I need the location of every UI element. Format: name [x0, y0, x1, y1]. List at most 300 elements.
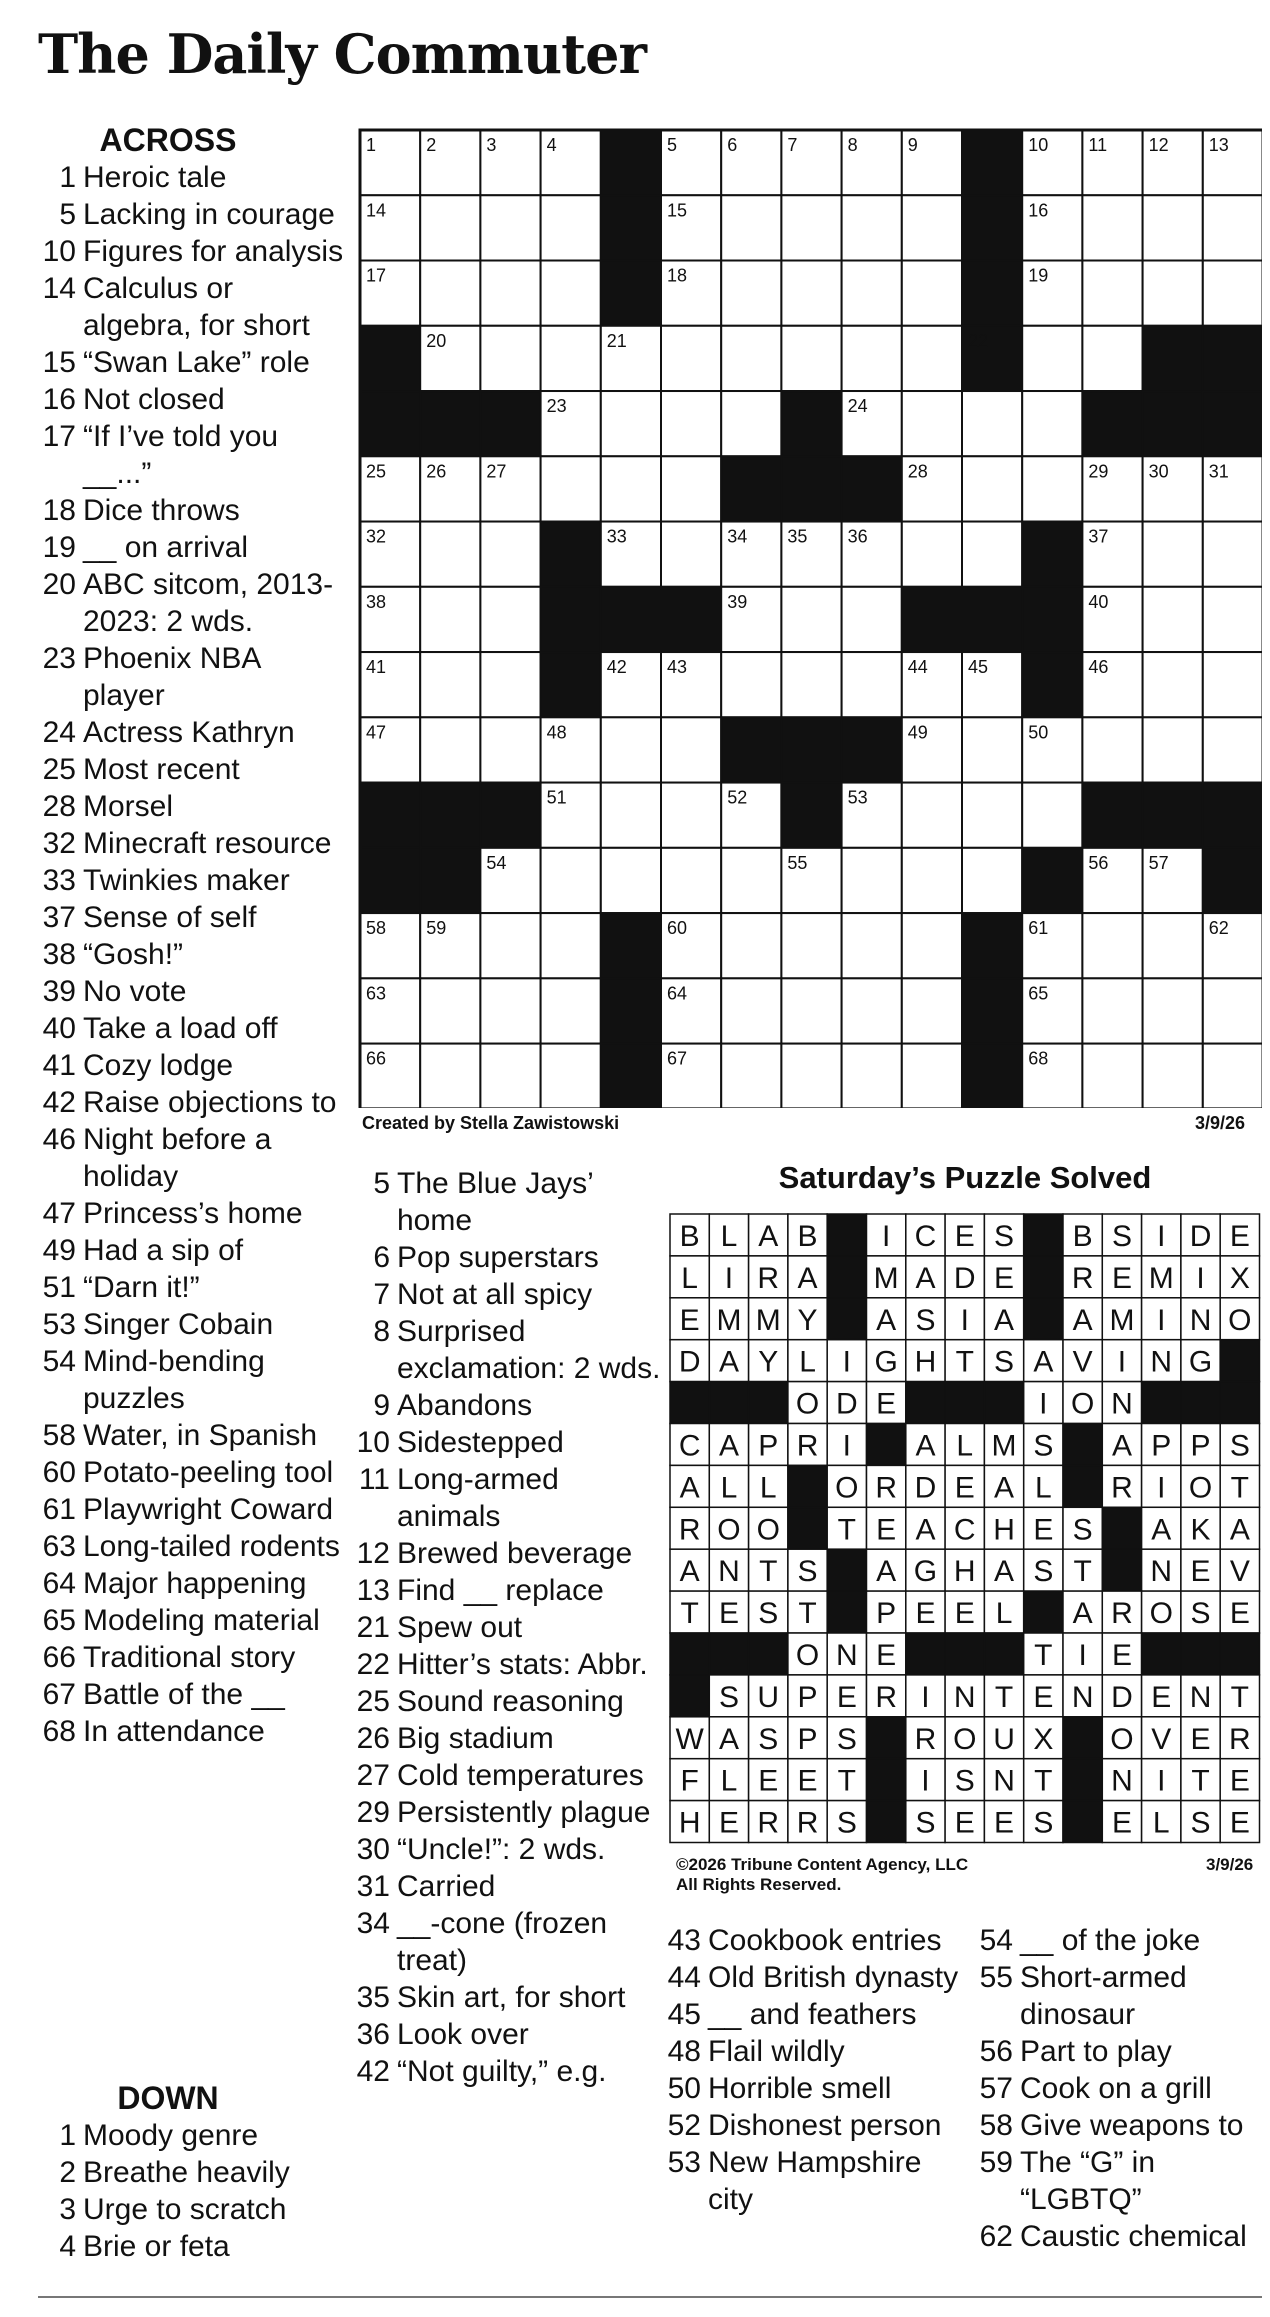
grid-cell[interactable] [1143, 587, 1203, 652]
clue-text: Sense of self [83, 901, 257, 934]
grid-cell[interactable] [661, 456, 721, 521]
solution-letter: A [915, 1513, 936, 1547]
grid-cell[interactable] [902, 1044, 962, 1108]
grid-cell[interactable] [902, 195, 962, 260]
solution-letter: L [720, 1471, 738, 1505]
grid-cell[interactable] [842, 261, 902, 326]
black-square [541, 522, 601, 587]
cell-number: 7 [787, 135, 798, 155]
grid-cell[interactable] [902, 261, 962, 326]
grid-cell[interactable] [601, 391, 661, 456]
cell-number: 15 [667, 200, 688, 221]
cell-number: 16 [1028, 200, 1049, 221]
solution-letter: R [796, 1806, 819, 1840]
grid-cell[interactable] [962, 783, 1022, 848]
black-square [661, 587, 721, 652]
solution-letter: E [876, 1513, 897, 1547]
grid-cell[interactable] [1143, 522, 1203, 587]
solution-letter: U [757, 1680, 780, 1714]
cell-number: 21 [606, 330, 627, 351]
clue-down-col2-27 [352, 1757, 652, 1794]
grid-cell[interactable] [1203, 978, 1262, 1043]
solution-letter: L [720, 1219, 738, 1253]
grid-cell[interactable] [781, 1044, 841, 1108]
cell-number: 26 [426, 461, 447, 482]
clue-number: 10 [356, 1426, 390, 1459]
clue-across-68 [38, 1713, 338, 1750]
solution-letter: L [1152, 1806, 1170, 1840]
solution-letter: I [881, 1219, 891, 1253]
clue-number: 45 [667, 1998, 701, 2031]
clue-text: Take a load off [83, 1012, 278, 1045]
solution-letter: A [994, 1303, 1015, 1337]
grid-cell[interactable] [541, 456, 601, 521]
cell-number: 64 [667, 983, 688, 1004]
solution-letter: E [954, 1219, 975, 1253]
grid-cell[interactable] [721, 326, 781, 391]
clue-across-1 [38, 159, 338, 196]
grid-cell[interactable] [962, 456, 1022, 521]
clue-text: Figures for analysis [83, 235, 344, 268]
solution-letter: P [758, 1429, 779, 1463]
cell-number: 35 [787, 526, 808, 547]
solution-letter: N [1150, 1555, 1173, 1589]
grid-cell[interactable] [420, 261, 480, 326]
black-square [601, 913, 661, 978]
clue-text: Big stadium [397, 1722, 554, 1755]
solution-date: 3/9/26 [1206, 1855, 1254, 1874]
grid-cell[interactable] [661, 391, 721, 456]
solution-letter: L [720, 1764, 738, 1798]
grid-cell[interactable] [781, 326, 841, 391]
solution-letter: P [797, 1680, 818, 1714]
solution-letter: S [1072, 1513, 1093, 1547]
clue-down-col3-53 [663, 2144, 973, 2218]
grid-cell[interactable] [1143, 978, 1203, 1043]
black-square [420, 783, 480, 848]
clue-text: “Uncle!”: 2 wds. [397, 1833, 606, 1866]
grid-cell[interactable] [1022, 391, 1082, 456]
solution-letter: D [1189, 1219, 1212, 1253]
solution-letter: D [678, 1345, 701, 1379]
grid-cell[interactable] [842, 913, 902, 978]
grid-cell[interactable] [902, 848, 962, 913]
clue-text: In attendance [83, 1715, 265, 1748]
solution-letter: S [718, 1680, 739, 1714]
black-square [601, 261, 661, 326]
clue-down-col2-31 [352, 1868, 652, 1905]
grid-cell[interactable] [842, 195, 902, 260]
cell-number: 47 [366, 722, 387, 743]
grid-cell[interactable] [902, 913, 962, 978]
grid-cell[interactable] [781, 652, 841, 717]
grid-cell[interactable] [661, 783, 721, 848]
black-square [480, 783, 540, 848]
black-square [962, 1044, 1022, 1108]
solution-letter: S [836, 1722, 857, 1756]
clue-across-61 [38, 1491, 338, 1528]
solution-black-square [709, 1633, 748, 1675]
clue-across-32 [38, 825, 338, 862]
clue-across-51 [38, 1269, 338, 1306]
grid-cell[interactable] [1203, 652, 1262, 717]
grid-cell[interactable] [781, 913, 841, 978]
clue-text: Persistently plague [397, 1796, 651, 1829]
grid-cell[interactable] [962, 717, 1022, 782]
clue-number: 36 [356, 2018, 390, 2051]
grid-cell[interactable] [601, 717, 661, 782]
cell-number: 13 [1208, 135, 1229, 155]
solution-letter: P [1190, 1429, 1211, 1463]
clue-number: 56 [979, 2035, 1013, 2068]
cell-number: 54 [486, 852, 507, 873]
clue-down-col3-43 [663, 1922, 973, 1959]
grid-cell[interactable] [1143, 717, 1203, 782]
clue-down-col1-4 [38, 2228, 338, 2265]
cell-number: 46 [1088, 657, 1109, 678]
clue-text: Give weapons to [1020, 2109, 1244, 2142]
clue-number: 2 [59, 2156, 76, 2189]
solution-black-square [1024, 1591, 1063, 1633]
grid-cell[interactable] [420, 1044, 480, 1108]
black-square [1143, 783, 1203, 848]
solution-letter: B [1072, 1219, 1093, 1253]
clue-across-24 [38, 714, 338, 751]
solution-letter: S [836, 1806, 857, 1840]
grid-cell[interactable] [1203, 717, 1262, 782]
grid-cell[interactable] [1082, 717, 1142, 782]
grid-cell[interactable] [480, 522, 540, 587]
cell-number: 10 [1028, 135, 1049, 155]
clue-down-col3-48 [663, 2033, 973, 2070]
grid-cell[interactable] [480, 587, 540, 652]
solution-letter: T [1073, 1555, 1092, 1589]
solution-letter: P [797, 1722, 818, 1756]
clue-text: Part to play [1020, 2035, 1172, 2068]
solution-letter: L [995, 1597, 1013, 1631]
clue-text: Look over [397, 2018, 529, 2051]
solution-letter: E [1033, 1513, 1054, 1547]
solution-title: Saturday’s Puzzle Solved [778, 1160, 1152, 1195]
solution-letter: D [953, 1261, 976, 1295]
grid-cell[interactable] [601, 848, 661, 913]
clue-number: 53 [667, 2146, 701, 2179]
grid-cell[interactable] [420, 978, 480, 1043]
grid-cell[interactable] [1143, 1044, 1203, 1108]
solution-letter: T [1230, 1680, 1250, 1714]
solution-letter: E [718, 1597, 739, 1631]
solution-letter: D [1111, 1680, 1133, 1714]
grid-cell[interactable] [721, 978, 781, 1043]
solution-letter: I [1117, 1345, 1127, 1379]
grid-cell[interactable] [1022, 326, 1082, 391]
black-square [781, 717, 841, 782]
solution-letter: O [795, 1638, 820, 1672]
down-clues-col3 [663, 1922, 973, 2218]
clue-number: 12 [356, 1537, 390, 1570]
grid-cell[interactable] [721, 261, 781, 326]
byline: Created by Stella Zawistowski [362, 1113, 620, 1133]
black-square [601, 1044, 661, 1108]
black-square [541, 587, 601, 652]
crossword-grid[interactable] [358, 128, 1262, 1108]
grid-cell[interactable] [1082, 261, 1142, 326]
clue-number: 7 [373, 1278, 390, 1311]
solution-black-square [827, 1549, 866, 1591]
grid-cell[interactable] [480, 913, 540, 978]
clue-down-col2-12 [352, 1535, 652, 1572]
grid-cell[interactable] [480, 652, 540, 717]
grid-cell[interactable] [721, 195, 781, 260]
grid-cell[interactable] [721, 848, 781, 913]
clue-number: 42 [356, 2055, 390, 2088]
cell-number: 14 [366, 200, 387, 221]
solution-letter: T [955, 1345, 974, 1379]
grid-cell[interactable] [480, 717, 540, 782]
solution-letter: H [678, 1806, 701, 1840]
grid-cell[interactable] [480, 195, 540, 260]
clue-number: 39 [42, 975, 76, 1008]
clue-number: 55 [979, 1961, 1013, 1994]
solution-letter: A [1111, 1429, 1132, 1463]
grid-cell[interactable] [902, 783, 962, 848]
clue-number: 13 [356, 1574, 390, 1607]
solution-letter: O [756, 1513, 780, 1547]
clue-text: Morsel [83, 790, 174, 823]
black-square [601, 130, 661, 195]
grid-cell[interactable] [541, 848, 601, 913]
solution-black-square [945, 1633, 984, 1675]
clue-across-60 [38, 1454, 338, 1491]
solution-letter: A [1033, 1345, 1054, 1379]
solution-letter: B [679, 1219, 700, 1253]
cell-number: 25 [366, 461, 387, 482]
grid-cell[interactable] [480, 326, 540, 391]
solution-letter: N [836, 1638, 858, 1672]
cell-number: 17 [366, 265, 387, 286]
clue-down-col2-36 [352, 2016, 652, 2053]
cell-number: 23 [546, 396, 567, 417]
solution-letter: E [1111, 1806, 1132, 1840]
clue-text: ABC sitcom, 2013-2023: 2 wds. [83, 568, 334, 638]
solution-black-square [1102, 1507, 1141, 1549]
grid-cell[interactable] [902, 978, 962, 1043]
grid-cell[interactable] [781, 587, 841, 652]
grid-cell[interactable] [962, 391, 1022, 456]
solution-letter: H [914, 1345, 937, 1379]
solution-letter: E [915, 1597, 936, 1631]
solution-letter: A [1151, 1513, 1172, 1547]
clue-number: 8 [373, 1315, 390, 1348]
solution-black-square [670, 1382, 709, 1424]
grid-cell[interactable] [1022, 783, 1082, 848]
cell-number: 20 [426, 330, 447, 351]
clue-number: 10 [42, 235, 76, 268]
solution-letter: T [1034, 1638, 1053, 1672]
black-square [902, 587, 962, 652]
grid-cell[interactable] [842, 587, 902, 652]
clue-down-col1-3 [38, 2191, 338, 2228]
grid-cell[interactable] [480, 1044, 540, 1108]
grid-cell[interactable] [721, 391, 781, 456]
cell-number: 28 [907, 461, 928, 482]
solution-letter: A [915, 1429, 936, 1463]
grid-cell[interactable] [1082, 913, 1142, 978]
solution-letter: T [837, 1764, 857, 1798]
clue-down-col3-45 [663, 1996, 973, 2033]
grid-cell[interactable] [721, 1044, 781, 1108]
solution-letter: S [1190, 1597, 1211, 1631]
grid-cell[interactable] [1203, 587, 1262, 652]
cell-number: 29 [1088, 461, 1109, 482]
clue-number: 54 [979, 1924, 1013, 1957]
grid-cell[interactable] [661, 848, 721, 913]
grid-cell[interactable] [721, 652, 781, 717]
clue-text: Major happening [83, 1567, 307, 1600]
clue-text: Traditional story [83, 1641, 296, 1674]
cell-number: 36 [847, 526, 868, 547]
cell-number: 18 [667, 265, 688, 286]
grid-cell[interactable] [1203, 1044, 1262, 1108]
cell-number: 39 [727, 591, 748, 612]
grid-cell[interactable] [601, 456, 661, 521]
black-square [1203, 391, 1262, 456]
solution-letter: R [1071, 1261, 1094, 1295]
grid-cell[interactable] [842, 848, 902, 913]
clue-text: Modeling material [83, 1604, 320, 1637]
solution-letter: G [874, 1345, 898, 1379]
grid-cell[interactable] [842, 978, 902, 1043]
grid-cell[interactable] [1082, 1044, 1142, 1108]
grid-cell[interactable] [1143, 913, 1203, 978]
clue-text: __ of the joke [1020, 1924, 1201, 1957]
solution-letter: L [1035, 1471, 1052, 1505]
down-header: DOWN [117, 2080, 219, 2116]
grid-cell[interactable] [541, 978, 601, 1043]
grid-cell[interactable] [781, 978, 841, 1043]
solution-letter: A [718, 1722, 739, 1756]
solution-letter: T [1230, 1471, 1250, 1505]
solution-letter: E [1229, 1219, 1250, 1253]
clue-number: 52 [667, 2109, 701, 2142]
solution-letter: E [954, 1806, 975, 1840]
clue-text: Caustic chemical [1020, 2220, 1247, 2253]
solution-letter: S [797, 1555, 818, 1589]
grid-cell[interactable] [661, 522, 721, 587]
clue-text: Sound reasoning [397, 1685, 624, 1718]
grid-cell[interactable] [1082, 978, 1142, 1043]
grid-cell[interactable] [541, 913, 601, 978]
solution-black-square [906, 1382, 945, 1424]
down-clues-col4 [975, 1922, 1270, 2255]
grid-cell[interactable] [902, 522, 962, 587]
grid-cell[interactable] [480, 261, 540, 326]
grid-cell[interactable] [1082, 326, 1142, 391]
grid-cell[interactable] [781, 195, 841, 260]
grid-cell[interactable] [962, 522, 1022, 587]
grid-cell[interactable] [902, 326, 962, 391]
solution-letter: I [1157, 1303, 1166, 1337]
clue-number: 58 [979, 2109, 1013, 2142]
grid-cell[interactable] [420, 522, 480, 587]
grid-cell[interactable] [661, 326, 721, 391]
solution-letter: S [758, 1597, 779, 1631]
clue-down-col2-30 [352, 1831, 652, 1868]
grid-cell[interactable] [420, 587, 480, 652]
clue-text: Not at all spicy [397, 1278, 593, 1311]
grid-cell[interactable] [541, 261, 601, 326]
clue-number: 20 [42, 568, 76, 601]
grid-cell[interactable] [1143, 261, 1203, 326]
grid-cell[interactable] [721, 913, 781, 978]
cell-number: 58 [366, 918, 387, 939]
solution-black-square [827, 1256, 866, 1298]
grid-cell[interactable] [1022, 456, 1082, 521]
clue-number: 61 [42, 1493, 76, 1526]
grid-cell[interactable] [842, 326, 902, 391]
clue-number: 3 [59, 2193, 76, 2226]
grid-cell[interactable] [420, 652, 480, 717]
clue-text: Not closed [83, 383, 225, 416]
grid-cell[interactable] [541, 1044, 601, 1108]
cell-number: 57 [1148, 852, 1169, 873]
clue-text: New Hampshire city [708, 2146, 922, 2216]
grid-cell[interactable] [902, 391, 962, 456]
grid-cell[interactable] [661, 717, 721, 782]
cell-number: 31 [1208, 461, 1229, 482]
grid-cell[interactable] [480, 978, 540, 1043]
grid-cell[interactable] [842, 652, 902, 717]
solution-black-square [1142, 1382, 1181, 1424]
clue-down-col4-62 [975, 2218, 1270, 2255]
grid-cell[interactable] [601, 783, 661, 848]
black-square [962, 130, 1022, 195]
solution-letter: E [679, 1303, 700, 1337]
solution-letter: L [799, 1345, 816, 1379]
solution-letter: V [1151, 1722, 1172, 1756]
grid-cell[interactable] [1203, 195, 1262, 260]
solution-letter: R [875, 1680, 897, 1714]
clue-text: Actress Kathryn [83, 716, 295, 749]
grid-cell[interactable] [541, 195, 601, 260]
copyright-line2: All Rights Reserved. [676, 1875, 842, 1894]
solution-letter: E [1190, 1722, 1211, 1756]
grid-cell[interactable] [842, 1044, 902, 1108]
grid-cell[interactable] [541, 326, 601, 391]
solution-letter: C [678, 1429, 701, 1463]
cell-number: 51 [546, 787, 567, 808]
grid-cell[interactable] [420, 195, 480, 260]
clue-number: 37 [42, 901, 76, 934]
clue-text: __ and feathers [708, 1998, 917, 2031]
grid-cell[interactable] [781, 261, 841, 326]
grid-cell[interactable] [420, 717, 480, 782]
clue-number: 57 [979, 2072, 1013, 2105]
grid-cell[interactable] [1203, 522, 1262, 587]
clue-number: 34 [356, 1907, 390, 1940]
clue-number: 32 [42, 827, 76, 860]
cell-number: 6 [727, 135, 738, 155]
clue-text: Cold temperatures [397, 1759, 644, 1792]
grid-cell[interactable] [962, 848, 1022, 913]
grid-cell[interactable] [1082, 195, 1142, 260]
grid-cell[interactable] [1143, 652, 1203, 717]
grid-cell[interactable] [1203, 261, 1262, 326]
across-header: ACROSS [99, 122, 237, 158]
grid-cell[interactable] [1143, 195, 1203, 260]
clue-text: “Gosh!” [83, 938, 184, 971]
solution-letter: C [914, 1219, 937, 1253]
